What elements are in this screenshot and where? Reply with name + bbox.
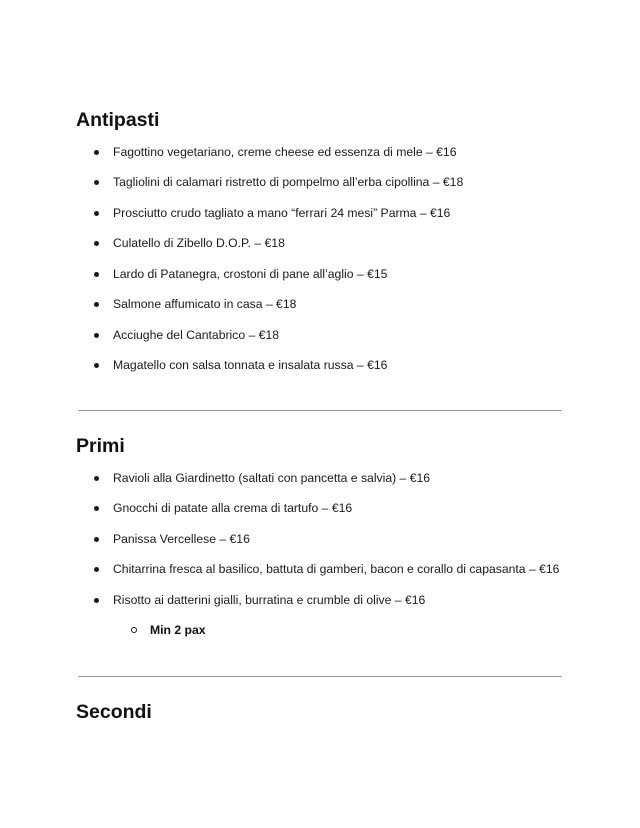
bullet-icon	[94, 363, 99, 368]
bullet-icon	[94, 211, 99, 216]
bullet-icon	[94, 476, 99, 481]
list-item-text: Tagliolini di calamari ristretto di pompelmo all’erba cipollina – €18	[113, 175, 464, 189]
list-item-text: Culatello di Zibello D.O.P. – €18	[113, 236, 285, 250]
circle-bullet-icon	[131, 627, 137, 633]
bullet-icon	[94, 302, 99, 307]
bullet-icon	[94, 241, 99, 246]
section-divider	[78, 676, 562, 677]
list-item-text: Panissa Vercellese – €16	[113, 532, 250, 546]
bullet-icon	[94, 180, 99, 185]
bullet-icon	[94, 598, 99, 603]
list-item-text: Chitarrina fresca al basilico, battuta di gamberi, bacon e corallo di capasanta – €16	[113, 562, 560, 576]
section-title-antipasti: Antipasti	[76, 109, 160, 131]
list-item-text: Acciughe del Cantabrico – €18	[113, 328, 279, 342]
section-divider	[78, 410, 562, 411]
list-item-text: Gnocchi di patate alla crema di tartufo – €16	[113, 501, 353, 515]
list-item-text: Ravioli alla Giardinetto (saltati con pancetta e salvia) – €16	[113, 471, 431, 485]
bullet-icon	[94, 567, 99, 572]
bullet-icon	[94, 506, 99, 511]
bullet-icon	[94, 272, 99, 277]
list-item-text: Salmone affumicato in casa – €18	[113, 297, 297, 311]
bullet-icon	[94, 150, 99, 155]
section-title-secondi: Secondi	[76, 701, 152, 723]
bullet-icon	[94, 333, 99, 338]
bullet-icon	[94, 537, 99, 542]
list-item-text: Fagottino vegetariano, creme cheese ed essenza di mele – €16	[113, 145, 457, 159]
list-item-text: Prosciutto crudo tagliato a mano “ferrari 24 mesi” Parma – €16	[113, 206, 451, 220]
section-title-primi: Primi	[76, 435, 125, 457]
list-item-text: Risotto ai datterini gialli, burratina e crumble di olive – €16	[113, 593, 426, 607]
list-item-text: Magatello con salsa tonnata e insalata russa – €16	[113, 358, 388, 372]
list-item-text: Lardo di Patanegra, crostoni di pane all’aglio – €15	[113, 267, 388, 281]
sub-note-text: Min 2 pax	[150, 623, 206, 637]
